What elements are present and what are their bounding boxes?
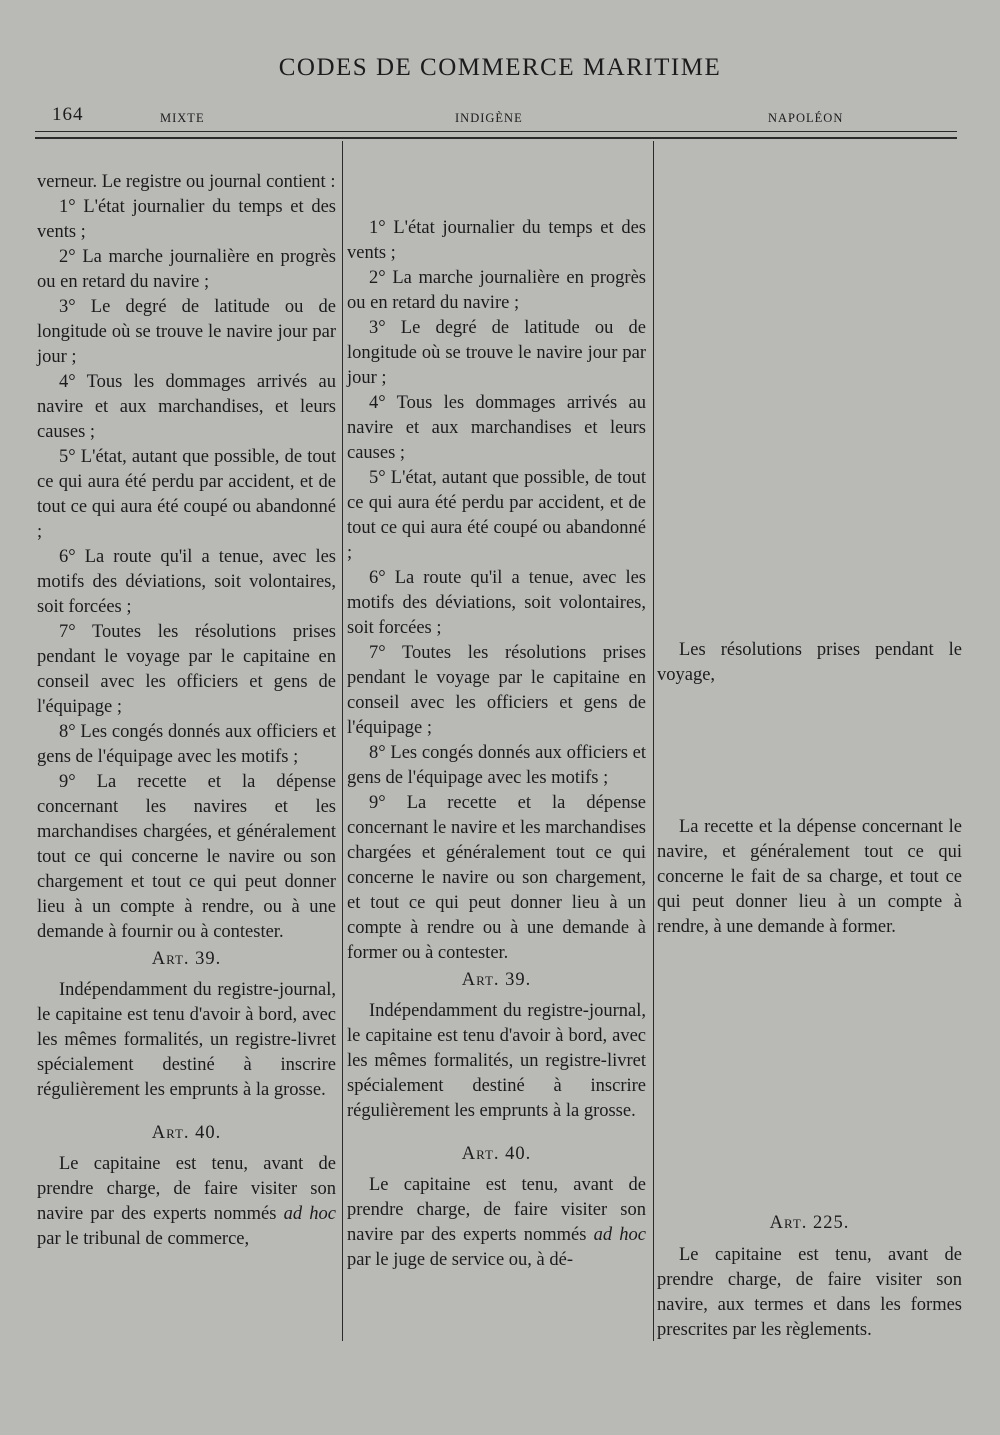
indigene-item-2: 2° La marche journalière en progrès ou en retard du navire ;	[347, 268, 646, 313]
mixte-art40-heading: Art. 40.	[151, 1123, 222, 1143]
indigene-art40-text: Le capitaine est tenu, avant de prendre charge, de faire visiter son navire par des experts nommés ad hoc par le juge de service ou, à dé-	[347, 1175, 646, 1270]
column-indigene	[347, 216, 646, 1273]
indigene-art40-heading: Art. 40.	[461, 1144, 532, 1164]
indigene-item-7: 7° Toutes les résolutions prises pendant le voyage par le capitaine en conseil avec les officiers et gens de l'équipage ;	[347, 643, 646, 738]
indigene-item-8: 8° Les congés donnés aux officiers et gens de l'équipage avec les motifs ;	[347, 743, 646, 788]
column-mixte	[37, 170, 336, 1252]
indigene-item-4: 4° Tous les dommages arrivés au navire et aux marchandises et leurs causes ;	[347, 393, 646, 463]
indigene-item-9: 9° La recette et la dépense concernant le navire et les marchandises chargées et généralement tout ce qui concerne le navire ou son chargement, et tout ce qui peut donner lieu à un compte à rendre ou à une demande à former ou à contester.	[347, 793, 646, 963]
napoleon-art225-text: Le capitaine est tenu, avant de prendre charge, de faire visiter son navire, aux termes et dans les formes prescrites par les règlements.	[657, 1245, 962, 1340]
column-heading-mixte: MIXTE	[160, 111, 205, 125]
mixte-item-9: 9° La recette et la dépense concernant les navires et les marchandises chargées, et généralement tout ce qui concerne le navire ou son chargement et tout ce qui peut donner lieu à un compte à rendre, ou à une demande à fournir ou à contester.	[37, 772, 336, 942]
mixte-item-7: 7° Toutes les résolutions prises pendant le voyage par le capitaine en conseil avec les officiers et gens de l'équipage ;	[37, 622, 336, 717]
mixte-art40-text: Le capitaine est tenu, avant de prendre charge, de faire visiter son navire par des experts nommés ad hoc par le tribunal de commerce,	[37, 1154, 336, 1249]
mixte-item-1: 1° L'état journalier du temps et des vents ;	[37, 197, 336, 242]
mixte-item-2: 2° La marche journalière en progrès ou en retard du navire ;	[37, 247, 336, 292]
mixte-intro: verneur. Le registre ou journal contient :	[37, 172, 336, 192]
mixte-item-5: 5° L'état, autant que possible, de tout ce qui aura été perdu par accident, et de tout ce qui aura été coupé ou abandonné ;	[37, 447, 336, 542]
indigene-item-3: 3° Le degré de latitude ou de longitude où se trouve le navire jour par jour ;	[347, 318, 646, 388]
column-heading-napoleon: NAPOLÉON	[768, 111, 844, 125]
column-divider-right	[653, 141, 654, 1341]
page-title: CODES DE COMMERCE MARITIME	[278, 54, 722, 81]
napoleon-resolutions: Les résolutions prises pendant le voyage,	[657, 640, 962, 685]
indigene-item-6: 6° La route qu'il a tenue, avec les motifs des déviations, soit volontaires, soit forcées ;	[347, 568, 646, 638]
page-number: 164	[52, 104, 84, 125]
mixte-item-6: 6° La route qu'il a tenue, avec les motifs des déviations, soit volontaires, soit forcées ;	[37, 547, 336, 617]
indigene-art39-text: Indépendamment du registre-journal, le capitaine est tenu d'avoir à bord, avec les mêmes formalités, un registre-livret spécialement destiné à inscrire régulièrement les emprunts à la grosse.	[347, 1001, 646, 1121]
mixte-art39-heading: Art. 39.	[151, 949, 222, 969]
indigene-item-5: 5° L'état, autant que possible, de tout ce qui aura été perdu par accident, et de tout ce qui aura été coupé ou abandonné ;	[347, 468, 646, 563]
napoleon-art225-heading: Art. 225.	[769, 1213, 850, 1233]
mixte-item-3: 3° Le degré de latitude ou de longitude où se trouve le navire jour par jour ;	[37, 297, 336, 367]
column-divider-left	[342, 141, 343, 1341]
column-napoleon	[657, 0, 962, 1435]
napoleon-recette: La recette et la dépense concernant le navire, et généralement tout ce qui concerne le fait de sa charge, et tout ce qui peut donner lieu à un compte à rendre, à une demande à former.	[657, 817, 962, 937]
indigene-art39-heading: Art. 39.	[461, 970, 532, 990]
column-heading-indigene: INDIGÈNE	[455, 111, 523, 125]
indigene-item-1: 1° L'état journalier du temps et des vents ;	[347, 218, 646, 263]
mixte-item-8: 8° Les congés donnés aux officiers et gens de l'équipage avec les motifs ;	[37, 722, 336, 767]
mixte-art39-text: Indépendamment du registre-journal, le capitaine est tenu d'avoir à bord, avec les mêmes formalités, un registre-livret spécialement destiné à inscrire régulièrement les emprunts à la grosse.	[37, 980, 336, 1100]
mixte-item-4: 4° Tous les dommages arrivés au navire et aux marchandises, et leurs causes ;	[37, 372, 336, 442]
